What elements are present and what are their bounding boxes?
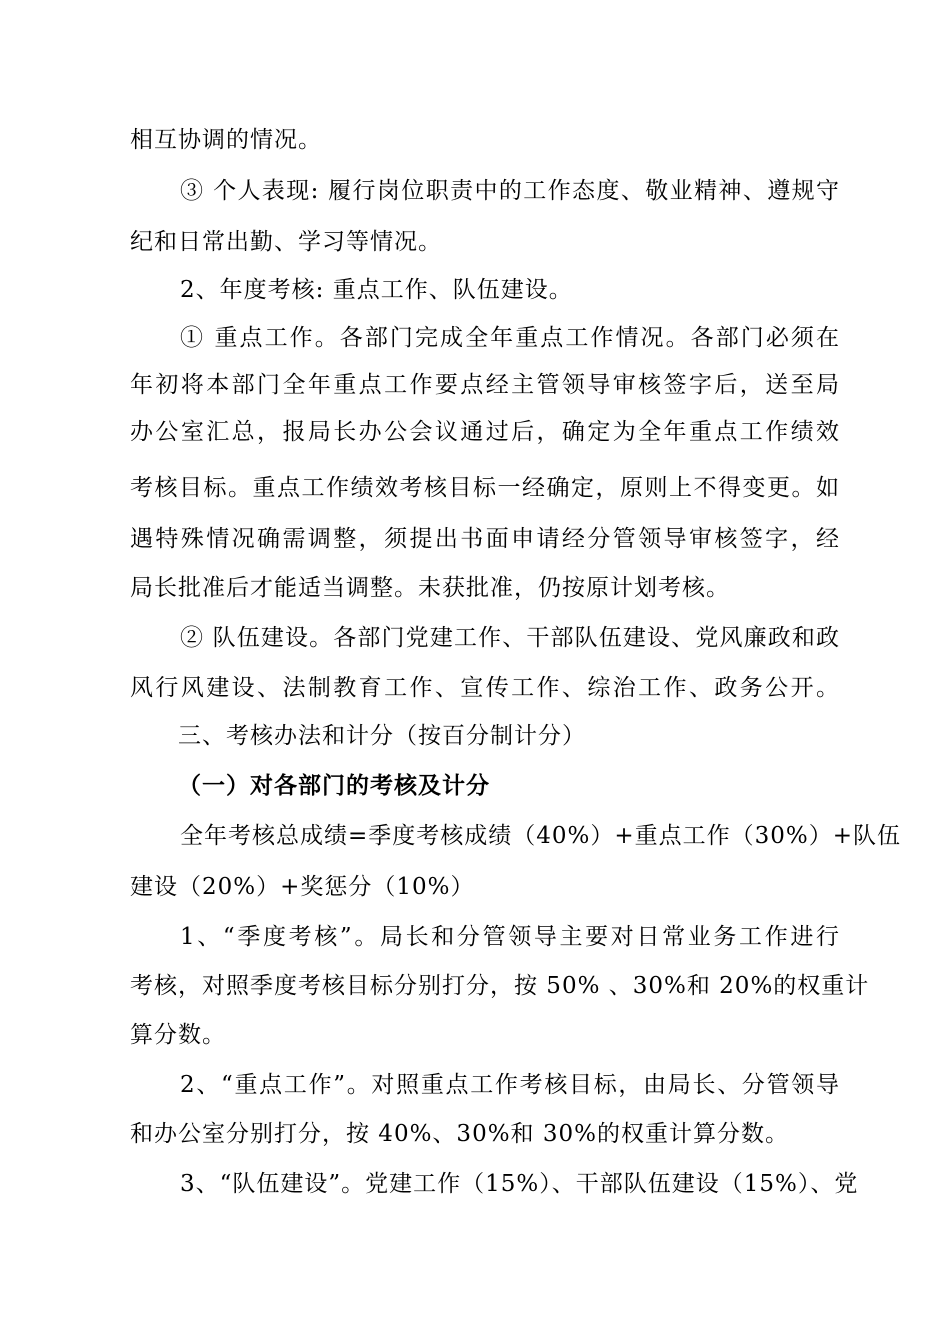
text-line: 考核，对照季度考核目标分别打分，按 50% 、30%和 20%的权重计	[130, 973, 870, 999]
text-line: ② 队伍建设。各部门党建工作、干部队伍建设、党风廉政和政	[180, 625, 840, 651]
text-line: 1、“季度考核”。局长和分管领导主要对日常业务工作进行	[180, 924, 840, 950]
text-line: 局长批准后才能适当调整。未获批准，仍按原计划考核。	[130, 575, 730, 601]
text-line: 纪和日常出勤、学习等情况。	[130, 229, 442, 255]
text-line: 建设（20%）+奖惩分（10%）	[130, 874, 475, 900]
text-line: 全年考核总成绩=季度考核成绩（40%）+重点工作（30%）+队伍	[180, 823, 902, 849]
text-line: 算分数。	[130, 1022, 226, 1048]
text-line: 3、“队伍建设”。党建工作（15%）、干部队伍建设（15%）、党	[180, 1171, 859, 1197]
text-line: 考核目标。重点工作绩效考核目标一经确定，原则上不得变更。如	[130, 475, 840, 501]
text-line: ③ 个人表现: 履行岗位职责中的工作态度、敬业精神、遵规守	[180, 178, 840, 204]
subsection-heading: （一）对各部门的考核及计分	[178, 773, 490, 799]
text-line: 遇特殊情况确需调整，须提出书面申请经分管领导审核签字，经	[130, 526, 840, 552]
text-line: 2、年度考核: 重点工作、队伍建设。	[180, 277, 573, 303]
text-line: 2、“重点工作”。对照重点工作考核目标，由局长、分管领导	[180, 1072, 840, 1098]
text-line: 办公室汇总，报局长办公会议通过后，确定为全年重点工作绩效	[130, 419, 840, 445]
text-line: ① 重点工作。各部门完成全年重点工作情况。各部门必须在	[180, 325, 840, 351]
text-line: 风行风建设、法制教育工作、宣传工作、综治工作、政务公开。	[130, 675, 840, 701]
text-line: 年初将本部门全年重点工作要点经主管领导审核签字后，送至局	[130, 372, 840, 398]
text-line: 相互协调的情况。	[130, 127, 322, 153]
text-line: 和办公室分别打分，按 40%、30%和 30%的权重计算分数。	[130, 1121, 789, 1147]
section-heading: 三、考核办法和计分（按百分制计分）	[178, 723, 586, 749]
